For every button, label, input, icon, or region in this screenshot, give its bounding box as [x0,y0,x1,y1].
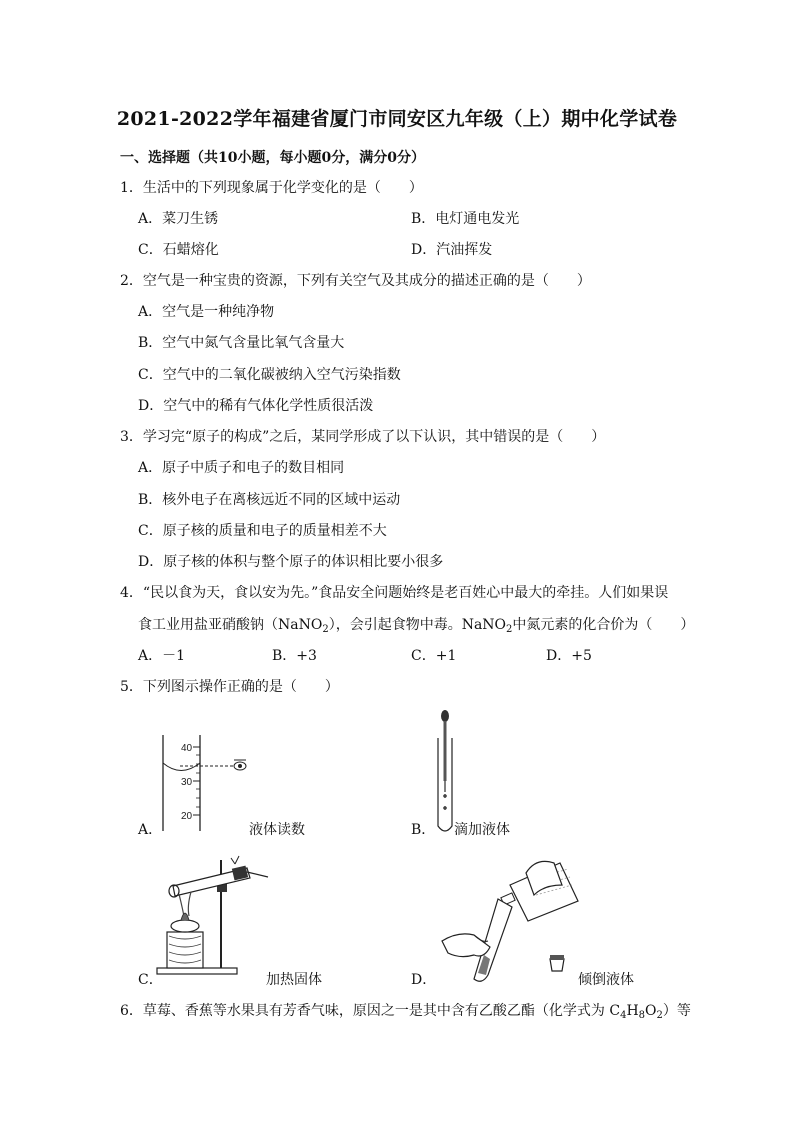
question-3-option-b[interactable]: B．核外电子在离核远近不同的区域中运动 [138,492,401,508]
question-4-option-b[interactable]: B．+3 [272,648,317,664]
figure-d-caption: 倾倒液体 [578,972,634,988]
question-6-stem: 6．草莓、香蕉等水果具有芳香气味，原因之一是其中含有乙酸乙酯（化学式为 $C_4H_8O_2$）等 [120,1003,691,1021]
question-5-option-a[interactable]: A． [138,822,163,838]
question-2-option-b[interactable]: B．空气中氮气含量比氧气含量大 [138,335,345,351]
figure-c-caption: 加热固体 [266,972,322,988]
question-3-option-d[interactable]: D．原子核的体积与整个原子的体识相比要小很多 [138,554,444,570]
question-5-option-c[interactable]: C． [138,972,163,988]
question-1-option-d[interactable]: D．汽油挥发 [411,242,493,258]
question-2-option-c[interactable]: C．空气中的二氧化碳被纳入空气污染指数 [138,367,401,383]
tick-label-30: 30 [181,777,193,788]
question-5-stem: 5．下列图示操作正确的是（ ） [120,679,339,695]
question-4-option-c[interactable]: C．+1 [411,648,457,664]
question-4-stem-continued: 食工业用盐亚硝酸钠（NaNO$_2$），会引起食物中毒。NaNO$_2$中氮元素的化合价为（ ） [138,617,695,635]
question-3-option-c[interactable]: C．原子核的质量和电子的质量相差不大 [138,523,387,539]
figure-a-caption: 液体读数 [249,822,305,838]
exam-title: 2021-2022学年福建省厦门市同安区九年级（上）期中化学试卷 [116,108,678,130]
question-1-stem: 1．生活中的下列现象属于化学变化的是（ ） [120,180,423,196]
tick-label-40: 40 [181,743,193,754]
question-4-stem: 4．“民以食为天，食以安为先。”食品安全问题始终是老百姓心中最大的牵挂。人们如果误 [120,585,669,601]
question-1-option-a[interactable]: A．菜刀生锈 [138,211,219,227]
question-3-stem: 3．学习完“原子的构成”之后，某同学形成了以下认识，其中错误的是（ ） [120,429,606,445]
question-2-option-a[interactable]: A．空气是一种纯净物 [138,304,275,320]
heating-solid-figure [155,850,270,980]
question-4-option-a[interactable]: A．－1 [138,648,186,664]
question-2-stem: 2．空气是一种宝贵的资源，下列有关空气及其成分的描述正确的是（ ） [120,273,591,289]
section-heading: 一、选择题（共10小题，每小题0分，满分0分） [120,150,425,166]
question-2-option-d[interactable]: D．空气中的稀有气体化学性质很活泼 [138,398,374,414]
question-4-option-d[interactable]: D．+5 [546,648,592,664]
question-3-option-a[interactable]: A．原子中质子和电子的数目相同 [138,460,345,476]
figure-b-caption: 滴加液体 [454,822,510,838]
question-5-option-d[interactable]: D． [411,972,437,988]
question-1-option-b[interactable]: B．电灯通电发光 [411,211,520,227]
graduated-cylinder-reading-figure [160,735,255,835]
question-5-option-b[interactable]: B． [411,822,436,838]
question-1-option-c[interactable]: C．石蜡熔化 [138,242,219,258]
pouring-liquid-figure [438,855,583,985]
tick-label-20: 20 [181,811,193,822]
